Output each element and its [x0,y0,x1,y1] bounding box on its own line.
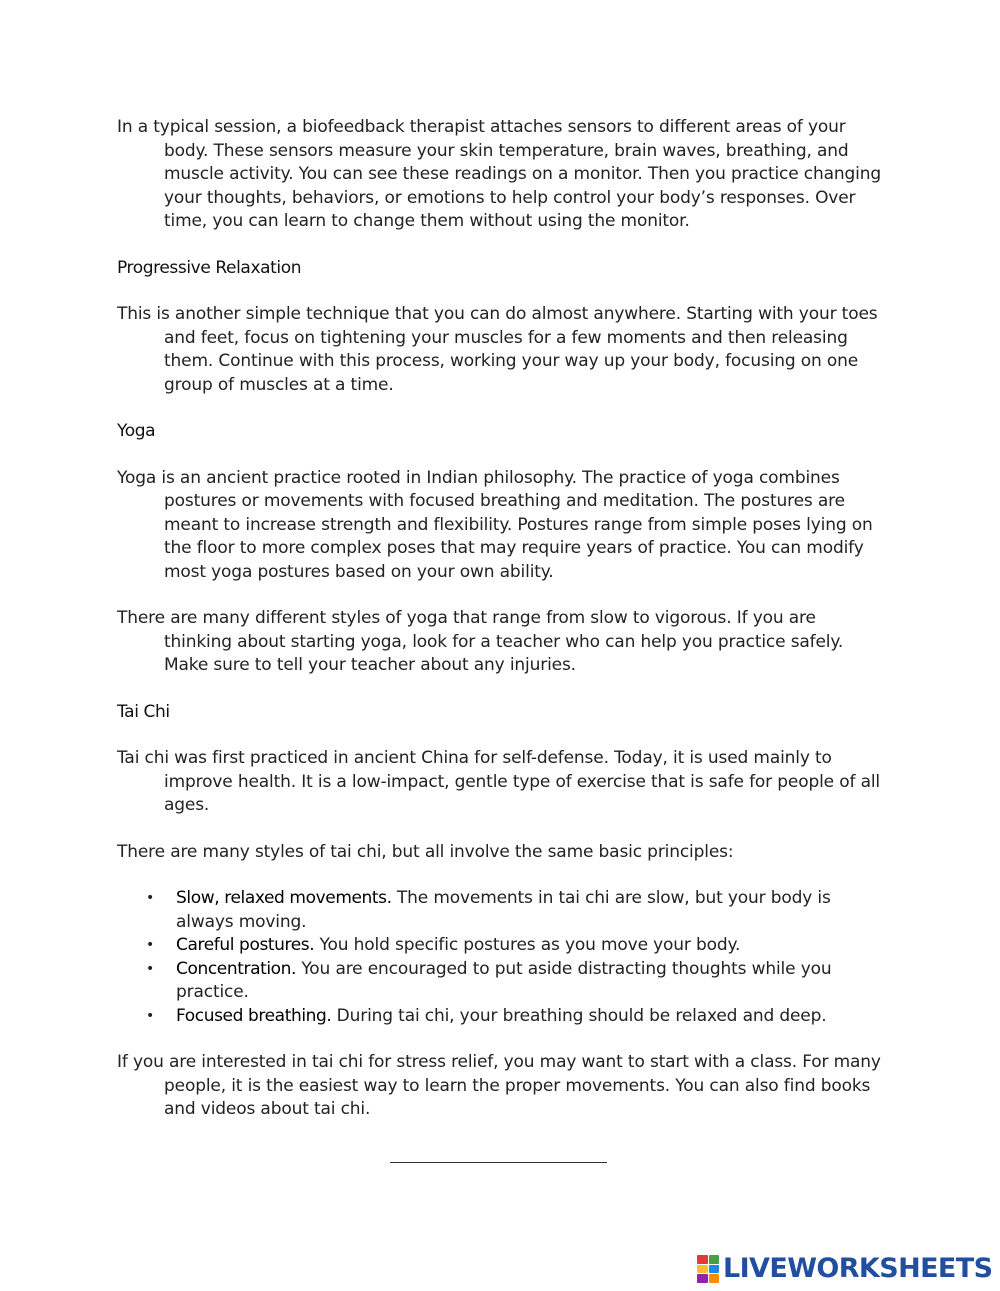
bullet-icon: • [146,960,155,977]
logo-block [709,1265,720,1274]
principle-term: Careful postures. [176,935,315,955]
principle-text: You hold specific postures as you move your body. [314,935,741,955]
yoga-heading: Yoga [117,421,156,441]
liveworksheets-brand [697,1253,992,1285]
brand-name: LIVEWORKSHEETS [723,1253,993,1284]
list-item [146,887,887,934]
intro-paragraph: In a typical session, a biofeedback therapist attaches sensors to different areas of your body. These sensors measure your skin temperature, brain waves, breathing, and muscle activity. You can see these readings on a monitor. Then you practice changing your thoughts, behaviors, or emotions to help control your body’s responses. Over time, you can learn to change them without using the monitor. [117,117,881,231]
tai-chi-heading: Tai Chi [117,701,170,722]
liveworksheets-logo-icon [697,1255,719,1283]
progressive-relaxation-heading: Progressive Relaxation [117,257,302,278]
principle-term: Focused breathing. [176,1005,332,1026]
principle-term: Slow, relaxed movements. [176,888,392,908]
bullet-icon: • [146,937,155,953]
yoga-paragraph-2: There are many different styles of yoga that range from slow to vigorous. If you are thinking about starting yoga, look for a teacher who can help you practice safely. Make sure to tell your teacher about any injuries. [117,608,844,675]
bullet-icon: • [146,890,155,906]
bullet-icon: • [146,1007,155,1024]
tai-chi-paragraph-1: Tai chi was first practiced in ancient China for self-defense. Today, it is used mainly to improve health. It is a low-impact, gentle type of exercise that is safe for people of all ages. [117,748,880,815]
principle-text: You are encouraged to put aside distracting thoughts while you practice. [176,958,832,1002]
logo-block [697,1255,708,1264]
list-item [146,958,887,1005]
tai-chi-principles-list [117,887,887,1028]
logo-block [709,1274,720,1283]
logo-block [709,1255,720,1264]
logo-block [697,1265,708,1274]
progressive-relaxation-paragraph: This is another simple technique that you can do almost anywhere. Starting with your toes and feet, focus on tightening your muscles for a few moments and then releasing them. Continue with this process, working your way up your body, focusing on one group of muscles at a time. [117,304,878,395]
tai-chi-paragraph-3: If you are interested in tai chi for stress relief, you may want to start with a class. For many people, it is the easiest way to learn the proper movements. You can also find books and videos about tai chi. [117,1052,881,1119]
document-body [117,116,887,1145]
principle-text: The movements in tai chi are slow, but your body is always moving. [176,888,831,932]
tai-chi-paragraph-2: There are many styles of tai chi, but all involve the same basic principles: [117,841,734,862]
yoga-paragraph-1: Yoga is an ancient practice rooted in Indian philosophy. The practice of yoga combines postures or movements with focused breathing and meditation. The postures are meant to increase strength and flexibility. Postures range from simple poses lying on the floor to more complex poses that may require years of practice. You can modify most yoga postures based on your own ability. [117,467,873,582]
principle-term: Concentration. [176,958,297,979]
list-item [146,934,887,958]
logo-block [697,1274,708,1283]
end-divider [390,1162,607,1163]
list-item [146,1005,887,1029]
principle-text: During tai chi, your breathing should be relaxed and deep. [331,1005,827,1026]
